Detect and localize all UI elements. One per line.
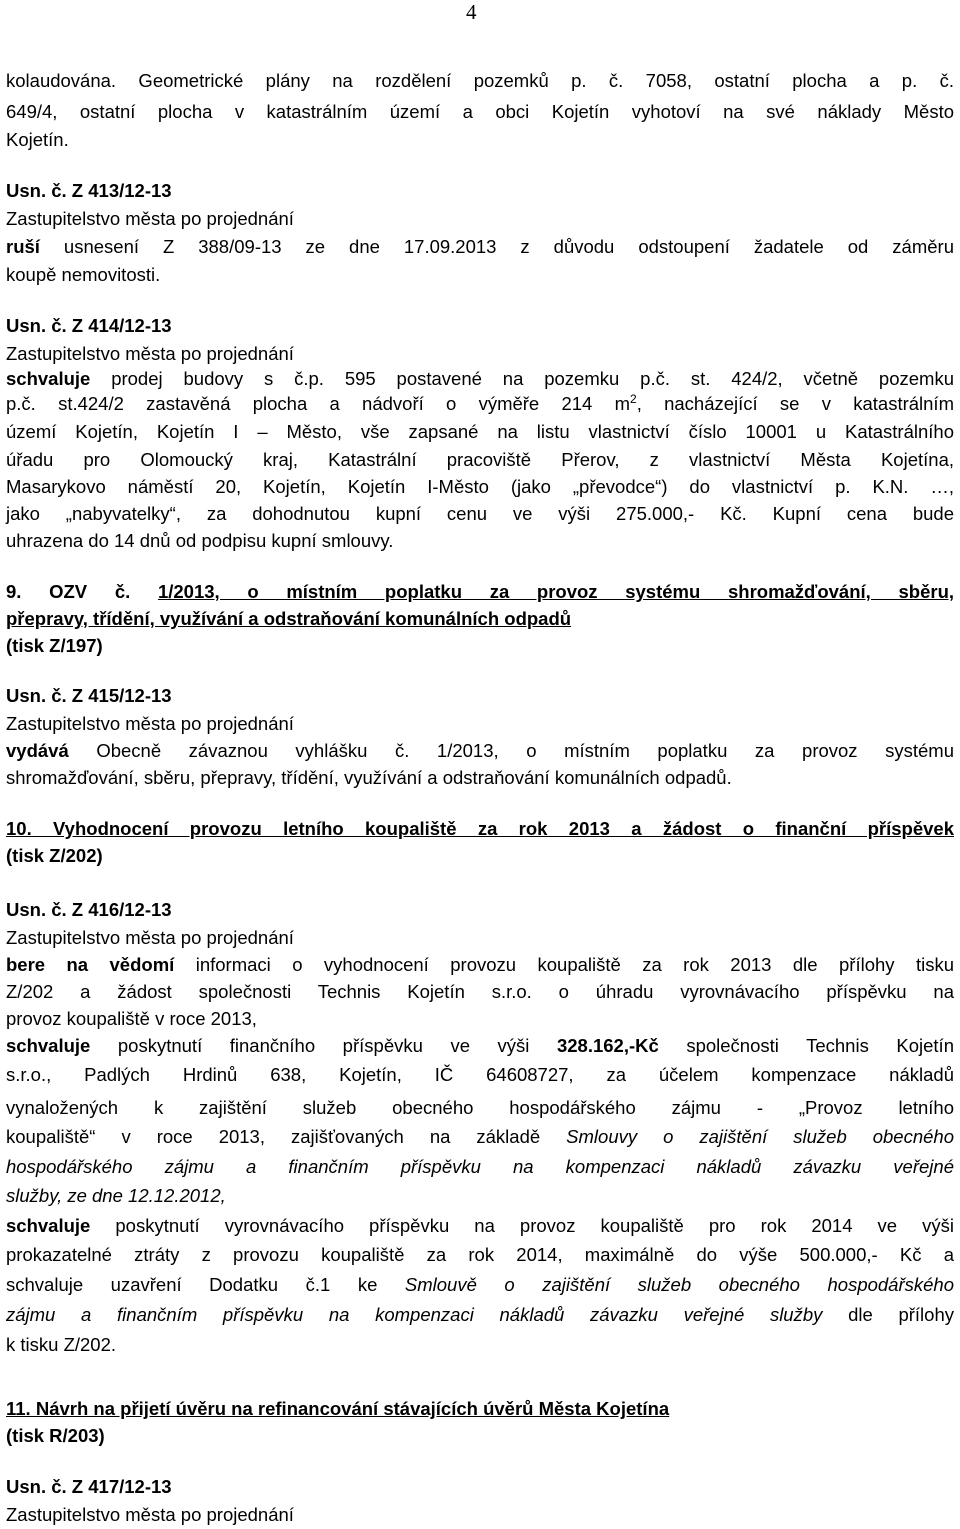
text-segment: usnesení Z 388/09-13 ze dne 17.09.2013 z důvodu odstoupení žadatele od záměru [39, 236, 954, 257]
text-segment: jako „nabyvatelky“, za dohodnutou kupní cenu ve výši 275.000,- Kč. Kupní cena bude [6, 503, 954, 524]
text-line [6, 391, 954, 417]
text-line [6, 925, 954, 951]
text-segment: Zastupitelstvo města po projednání [6, 927, 294, 948]
text-line [6, 1332, 954, 1358]
text-segment: Usn. č. Z 413/12-13 [6, 180, 172, 201]
text-line [6, 843, 954, 869]
text-segment: 9. OZV č. [6, 581, 158, 602]
text-line [6, 99, 954, 125]
text-segment: 649/4, ostatní plocha v katastrálním území a obci Kojetín vyhotoví na své náklady Město [6, 101, 954, 122]
text-segment: úřadu pro Olomoucký kraj, Katastrální pracoviště Přerov, z vlastnictví Města Kojetína, [6, 449, 954, 470]
text-line [6, 606, 954, 632]
text-segment: zájmu a finančním příspěvku na kompenzaci nákladů závazku veřejné služby [6, 1304, 823, 1325]
text-line [6, 897, 954, 923]
text-line [6, 683, 954, 709]
text-segment: Usn. č. Z 415/12-13 [6, 685, 172, 706]
text-segment: uhrazena do 14 dnů od podpisu kupní smlouvy. [6, 530, 394, 551]
text-line [6, 341, 954, 367]
text-segment: poskytnutí finančního příspěvku ve výši [90, 1035, 557, 1056]
text-segment: 328.162,-Kč [556, 1035, 659, 1056]
text-line [6, 206, 954, 232]
text-line [6, 1272, 954, 1298]
text-line [6, 1033, 954, 1059]
text-line [6, 419, 954, 445]
text-segment: ruší [6, 236, 40, 257]
text-segment: kolaudována. Geometrické plány na rozdělení pozemků p. č. 7058, ostatní plocha a p. č. [6, 70, 954, 91]
text-line [6, 1124, 954, 1150]
text-segment: území Kojetín, Kojetín I – Město, vše zapsané na listu vlastnictví číslo 10001 u Katastrálního [6, 421, 954, 442]
text-segment: Zastupitelstvo města po projednání [6, 1504, 294, 1525]
text-segment: koupaliště“ v roce 2013, zajišťovaných na základě [6, 1126, 567, 1147]
text-segment: Kojetín. [6, 129, 69, 150]
text-line [6, 979, 954, 1005]
text-segment: shromažďování, sběru, přepravy, třídění, využívání a odstraňování komunálních odpadů. [6, 767, 732, 788]
text-segment: schvaluje [6, 1215, 91, 1236]
text-segment: 1/2013, o místním poplatku za provoz systému shromažďování, sběru, [157, 581, 955, 602]
text-segment: přepravy, třídění, využívání a odstraňování komunálních odpadů [6, 608, 572, 629]
text-segment: (tisk Z/197) [6, 635, 103, 656]
text-line [6, 474, 954, 500]
text-segment: Usn. č. Z 416/12-13 [6, 899, 172, 920]
text-line [6, 1502, 954, 1528]
text-segment: schvaluje uzavření Dodatku č.1 ke [6, 1274, 405, 1295]
text-segment: provoz koupaliště v roce 2013, [6, 1008, 257, 1029]
text-segment: schvaluje [6, 1035, 91, 1056]
text-segment: 10. Vyhodnocení provozu letního koupaliště za rok 2013 a žádost o finanční příspěvek [6, 818, 954, 839]
text-segment: Zastupitelstvo města po projednání [6, 343, 294, 364]
text-line [6, 1423, 954, 1449]
text-line [6, 738, 954, 764]
text-segment: Z/202 a žádost společnosti Technis Kojetín s.r.o. o úhradu vyrovnávacího příspěvku na [6, 981, 954, 1002]
text-line [6, 1154, 954, 1180]
text-line [6, 765, 954, 791]
page-number: 4 [466, 0, 477, 24]
text-line [6, 1095, 954, 1121]
text-segment: dle přílohy [822, 1304, 954, 1325]
text-line [6, 1062, 954, 1088]
text-line [6, 633, 954, 659]
text-segment: 11. Návrh na přijetí úvěru na refinancování stávajících úvěrů Města Kojetína [6, 1398, 670, 1419]
text-segment: prokazatelné ztráty z provozu koupaliště za rok 2014, maximálně do výše 500.000,- Kč a [6, 1244, 954, 1265]
text-segment: p.č. st.424/2 zastavěná plocha a nádvoří o výměře 214 m [6, 393, 630, 414]
text-segment: koupě nemovitosti. [6, 264, 161, 285]
text-segment: (tisk Z/202) [6, 845, 103, 866]
text-segment: Zastupitelstvo města po projednání [6, 208, 294, 229]
text-line [6, 127, 954, 153]
text-line [6, 501, 954, 527]
text-segment: s.r.o., Padlých Hrdinů 638, Kojetín, IČ 64608727, za účelem kompenzace nákladů [6, 1064, 954, 1085]
text-line [6, 1183, 954, 1209]
text-line [6, 234, 954, 260]
text-line [6, 1396, 954, 1422]
text-line [6, 1213, 954, 1239]
superscript: 2 [630, 391, 637, 406]
text-line [6, 178, 954, 204]
text-line [6, 1006, 954, 1032]
text-segment: schvaluje [6, 368, 91, 389]
text-line [6, 366, 954, 392]
text-segment: Smlouvy o zajištění služeb obecného [566, 1126, 954, 1147]
text-segment: Usn. č. Z 414/12-13 [6, 315, 172, 336]
text-line [6, 1302, 954, 1328]
text-segment: poskytnutí vyrovnávacího příspěvku na provoz koupaliště pro rok 2014 ve výši [90, 1215, 954, 1236]
text-line [6, 1242, 954, 1268]
text-segment: bere na vědomí [6, 954, 175, 975]
text-segment: (tisk R/203) [6, 1425, 105, 1446]
text-segment: Masarykovo náměstí 20, Kojetín, Kojetín I-Město (jako „převodce“) do vlastnictví p. K.N. …, [6, 476, 954, 497]
text-segment: společnosti Technis Kojetín [658, 1035, 954, 1056]
text-segment: Obecně závaznou vyhlášku č. 1/2013, o místním poplatku za provoz systému [68, 740, 954, 761]
text-segment: vydává [6, 740, 69, 761]
text-line [6, 68, 954, 94]
text-segment: služby, ze dne 12.12.2012, [6, 1185, 226, 1206]
text-line [6, 579, 954, 605]
text-line [6, 816, 954, 842]
text-segment: informaci o vyhodnocení provozu koupaliště za rok 2013 dle přílohy tisku [174, 954, 954, 975]
text-segment: prodej budovy s č.p. 595 postavené na pozemku p.č. st. 424/2, včetně pozemku [90, 368, 954, 389]
text-segment: , nacházející se v katastrálním [636, 393, 954, 414]
text-segment: vynaložených k zajištění služeb obecného hospodářského zájmu - „Provoz letního [6, 1097, 954, 1118]
text-line [6, 528, 954, 554]
text-line [6, 952, 954, 978]
text-segment: Usn. č. Z 417/12-13 [6, 1476, 172, 1497]
text-line [6, 711, 954, 737]
text-segment: hospodářského zájmu a finančním příspěvku na kompenzaci nákladů závazku veřejné [6, 1156, 954, 1177]
text-segment: k tisku Z/202. [6, 1334, 117, 1355]
text-line [6, 313, 954, 339]
text-segment: Zastupitelstvo města po projednání [6, 713, 294, 734]
text-line [6, 262, 954, 288]
text-line [6, 1474, 954, 1500]
text-segment: Smlouvě o zajištění služeb obecného hospodářského [404, 1274, 954, 1295]
text-line [6, 447, 954, 473]
